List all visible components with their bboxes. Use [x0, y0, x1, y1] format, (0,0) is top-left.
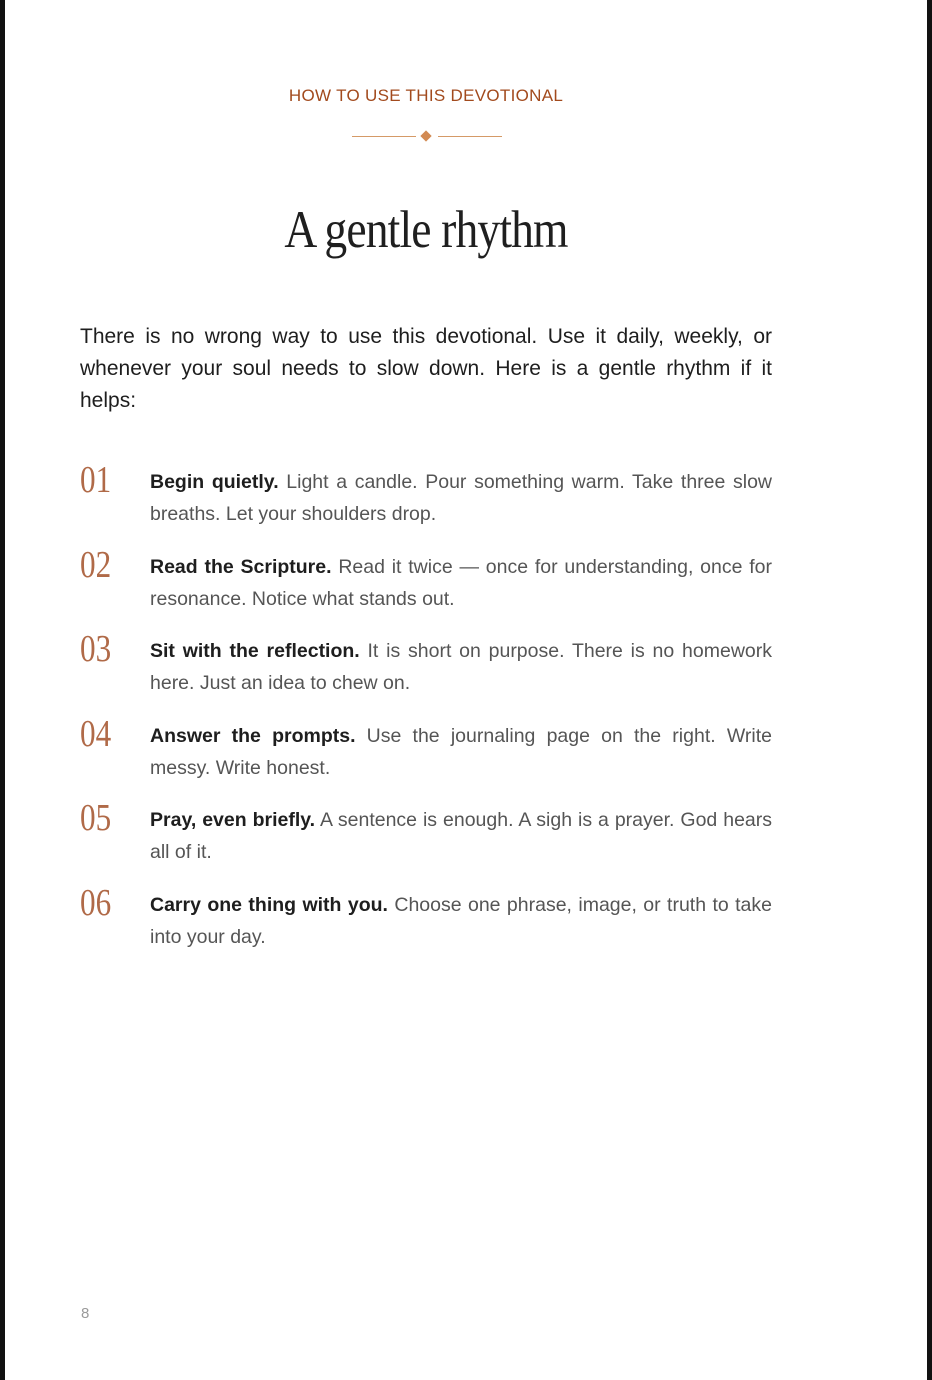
- step-lead: Carry one thing with you.: [150, 893, 388, 916]
- step-lead: Answer the prompts.: [150, 724, 356, 747]
- step-number: 05: [80, 797, 112, 839]
- step-lead: Begin quietly.: [150, 471, 279, 493]
- intro-paragraph: There is no wrong way to use this devotional. Use it daily, weekly, or whenever your soul needs to slow down. Here is a gentle rhythm if it helps:: [80, 325, 772, 412]
- step-text: [150, 720, 772, 784]
- step-text: [150, 804, 772, 868]
- step-item: [80, 881, 773, 974]
- step-number: 03: [80, 628, 112, 670]
- divider-line-right: [438, 136, 502, 137]
- step-text: [150, 635, 772, 699]
- step-body: Light a candle. Pour something warm. Take three slow breaths. Let your shoulders drop.: [150, 471, 772, 525]
- step-item: [80, 543, 772, 636]
- step-number: 01: [80, 459, 112, 501]
- section-eyebrow: HOW TO USE THIS DEVOTIONAL: [288, 86, 564, 105]
- document-page: [5, 0, 927, 1380]
- step-body: Read it twice — once for understanding, once for resonance. Notice what stands out.: [150, 555, 772, 610]
- divider-line-left: [352, 136, 416, 137]
- step-item: [80, 797, 772, 889]
- page-number: 8: [81, 1305, 90, 1322]
- step-item: [80, 459, 772, 551]
- divider-ornament: [352, 129, 502, 143]
- step-body: It is short on purpose. There is no homework here. Just an idea to chew on.: [150, 640, 772, 694]
- step-lead: Pray, even briefly.: [150, 809, 316, 831]
- diamond-icon: [420, 130, 431, 141]
- step-item: [80, 712, 772, 805]
- steps-list: [80, 459, 773, 973]
- step-text: [150, 889, 772, 953]
- step-lead: Sit with the reflection.: [150, 640, 360, 662]
- step-lead: Read the Scripture.: [150, 555, 332, 578]
- step-number: 02: [80, 543, 112, 586]
- page-right-edge: [927, 0, 932, 1380]
- page-title: A gentle rhythm: [284, 201, 568, 259]
- step-body: Choose one phrase, image, or truth to take into your day.: [150, 893, 773, 948]
- step-item: [80, 628, 772, 720]
- step-text: [150, 551, 772, 615]
- step-body: Use the journaling page on the right. Write messy. Write honest.: [150, 724, 772, 779]
- step-body: A sentence is enough. A sigh is a prayer. God hears all of it.: [150, 809, 772, 863]
- step-number: 06: [80, 881, 112, 924]
- step-text: [150, 466, 772, 530]
- step-number: 04: [80, 712, 112, 755]
